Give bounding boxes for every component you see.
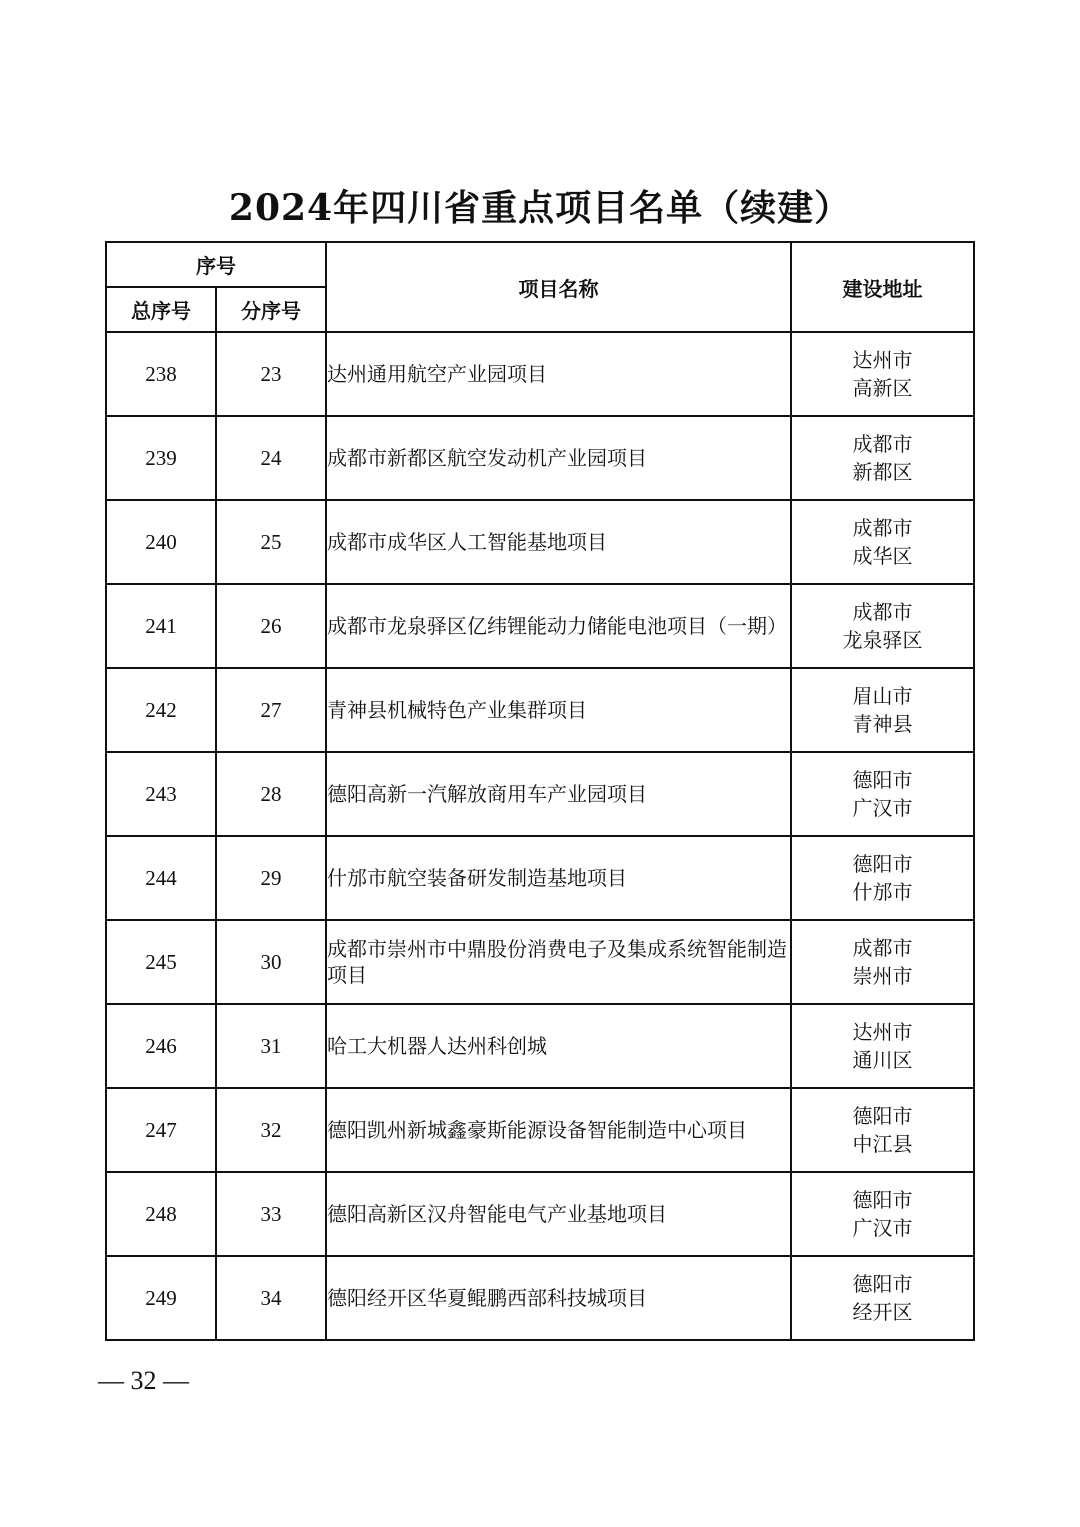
sub-seq-cell: 26	[216, 584, 326, 668]
location-city: 德阳市	[852, 1104, 913, 1128]
location-cell	[791, 1088, 974, 1172]
project-table	[105, 241, 975, 1341]
location-district: 成华区	[852, 544, 913, 568]
location-cell	[791, 1256, 974, 1340]
sub-seq-cell: 32	[216, 1088, 326, 1172]
total-seq-cell: 248	[106, 1172, 216, 1256]
sub-seq-cell: 29	[216, 836, 326, 920]
location-city: 成都市	[852, 432, 913, 456]
location-district: 中江县	[852, 1132, 913, 1156]
location-cell	[791, 416, 974, 500]
location-city: 达州市	[852, 348, 913, 372]
project-name-cell: 青神县机械特色产业集群项目	[326, 668, 791, 752]
project-name-cell: 成都市成华区人工智能基地项目	[326, 500, 791, 584]
header-sub-seq: 分序号	[216, 287, 326, 332]
location-cell	[791, 1004, 974, 1088]
location-city: 眉山市	[852, 684, 913, 708]
project-name-cell: 德阳高新一汽解放商用车产业园项目	[326, 752, 791, 836]
sub-seq-cell: 34	[216, 1256, 326, 1340]
location-city: 德阳市	[852, 852, 913, 876]
location-district: 高新区	[852, 376, 913, 400]
table-row	[106, 668, 974, 752]
header-total-seq: 总序号	[106, 287, 216, 332]
location-city: 成都市	[852, 516, 913, 540]
location-district: 经开区	[852, 1300, 913, 1324]
table-row	[106, 416, 974, 500]
header-seq-group: 序号	[106, 242, 326, 287]
location-cell	[791, 752, 974, 836]
table-row	[106, 584, 974, 668]
sub-seq-cell: 23	[216, 332, 326, 416]
total-seq-cell: 244	[106, 836, 216, 920]
project-name-cell: 哈工大机器人达州科创城	[326, 1004, 791, 1088]
location-city: 达州市	[852, 1020, 913, 1044]
table-row	[106, 332, 974, 416]
total-seq-cell: 239	[106, 416, 216, 500]
location-district: 广汉市	[852, 1216, 913, 1240]
location-cell	[791, 584, 974, 668]
location-city: 成都市	[852, 600, 913, 624]
table-row	[106, 1004, 974, 1088]
document-title: 2024年四川省重点项目名单（续建）	[228, 187, 852, 229]
total-seq-cell: 247	[106, 1088, 216, 1172]
location-district: 青神县	[852, 712, 913, 736]
table-row	[106, 1088, 974, 1172]
table-row	[106, 1172, 974, 1256]
location-city: 德阳市	[852, 768, 913, 792]
sub-seq-cell: 31	[216, 1004, 326, 1088]
project-name-cell: 什邡市航空装备研发制造基地项目	[326, 836, 791, 920]
location-district: 崇州市	[852, 964, 913, 988]
total-seq-cell: 243	[106, 752, 216, 836]
table-row	[106, 836, 974, 920]
location-cell	[791, 668, 974, 752]
project-name-cell: 达州通用航空产业园项目	[326, 332, 791, 416]
location-district: 什邡市	[852, 880, 913, 904]
table-row	[106, 1256, 974, 1340]
sub-seq-cell: 24	[216, 416, 326, 500]
location-cell	[791, 1172, 974, 1256]
location-cell	[791, 920, 974, 1004]
page-number: — 32 —	[98, 1366, 189, 1395]
project-name-cell: 德阳高新区汉舟智能电气产业基地项目	[326, 1172, 791, 1256]
sub-seq-cell: 33	[216, 1172, 326, 1256]
location-cell	[791, 500, 974, 584]
location-district: 龙泉驿区	[842, 628, 923, 652]
location-city: 成都市	[852, 936, 913, 960]
table-row	[106, 920, 974, 1004]
location-city: 德阳市	[852, 1188, 913, 1212]
sub-seq-cell: 28	[216, 752, 326, 836]
sub-seq-cell: 25	[216, 500, 326, 584]
location-cell	[791, 332, 974, 416]
location-district: 广汉市	[852, 796, 913, 820]
sub-seq-cell: 30	[216, 920, 326, 1004]
project-name-cell: 德阳经开区华夏鲲鹏西部科技城项目	[326, 1256, 791, 1340]
header-project-name: 项目名称	[326, 242, 791, 332]
project-name-cell: 成都市新都区航空发动机产业园项目	[326, 416, 791, 500]
total-seq-cell: 241	[106, 584, 216, 668]
location-district: 新都区	[852, 460, 913, 484]
location-district: 通川区	[852, 1048, 913, 1072]
total-seq-cell: 246	[106, 1004, 216, 1088]
total-seq-cell: 245	[106, 920, 216, 1004]
header-location: 建设地址	[791, 242, 974, 332]
table-row	[106, 500, 974, 584]
total-seq-cell: 242	[106, 668, 216, 752]
project-name-cell: 成都市龙泉驿区亿纬锂能动力储能电池项目（一期）	[326, 584, 791, 668]
location-cell	[791, 836, 974, 920]
total-seq-cell: 240	[106, 500, 216, 584]
sub-seq-cell: 27	[216, 668, 326, 752]
table-row	[106, 752, 974, 836]
location-city: 德阳市	[852, 1272, 913, 1296]
total-seq-cell: 249	[106, 1256, 216, 1340]
project-name-cell: 德阳凯州新城鑫豪斯能源设备智能制造中心项目	[326, 1088, 791, 1172]
project-name-cell: 成都市崇州市中鼎股份消费电子及集成系统智能制造项目	[326, 920, 791, 1004]
total-seq-cell: 238	[106, 332, 216, 416]
